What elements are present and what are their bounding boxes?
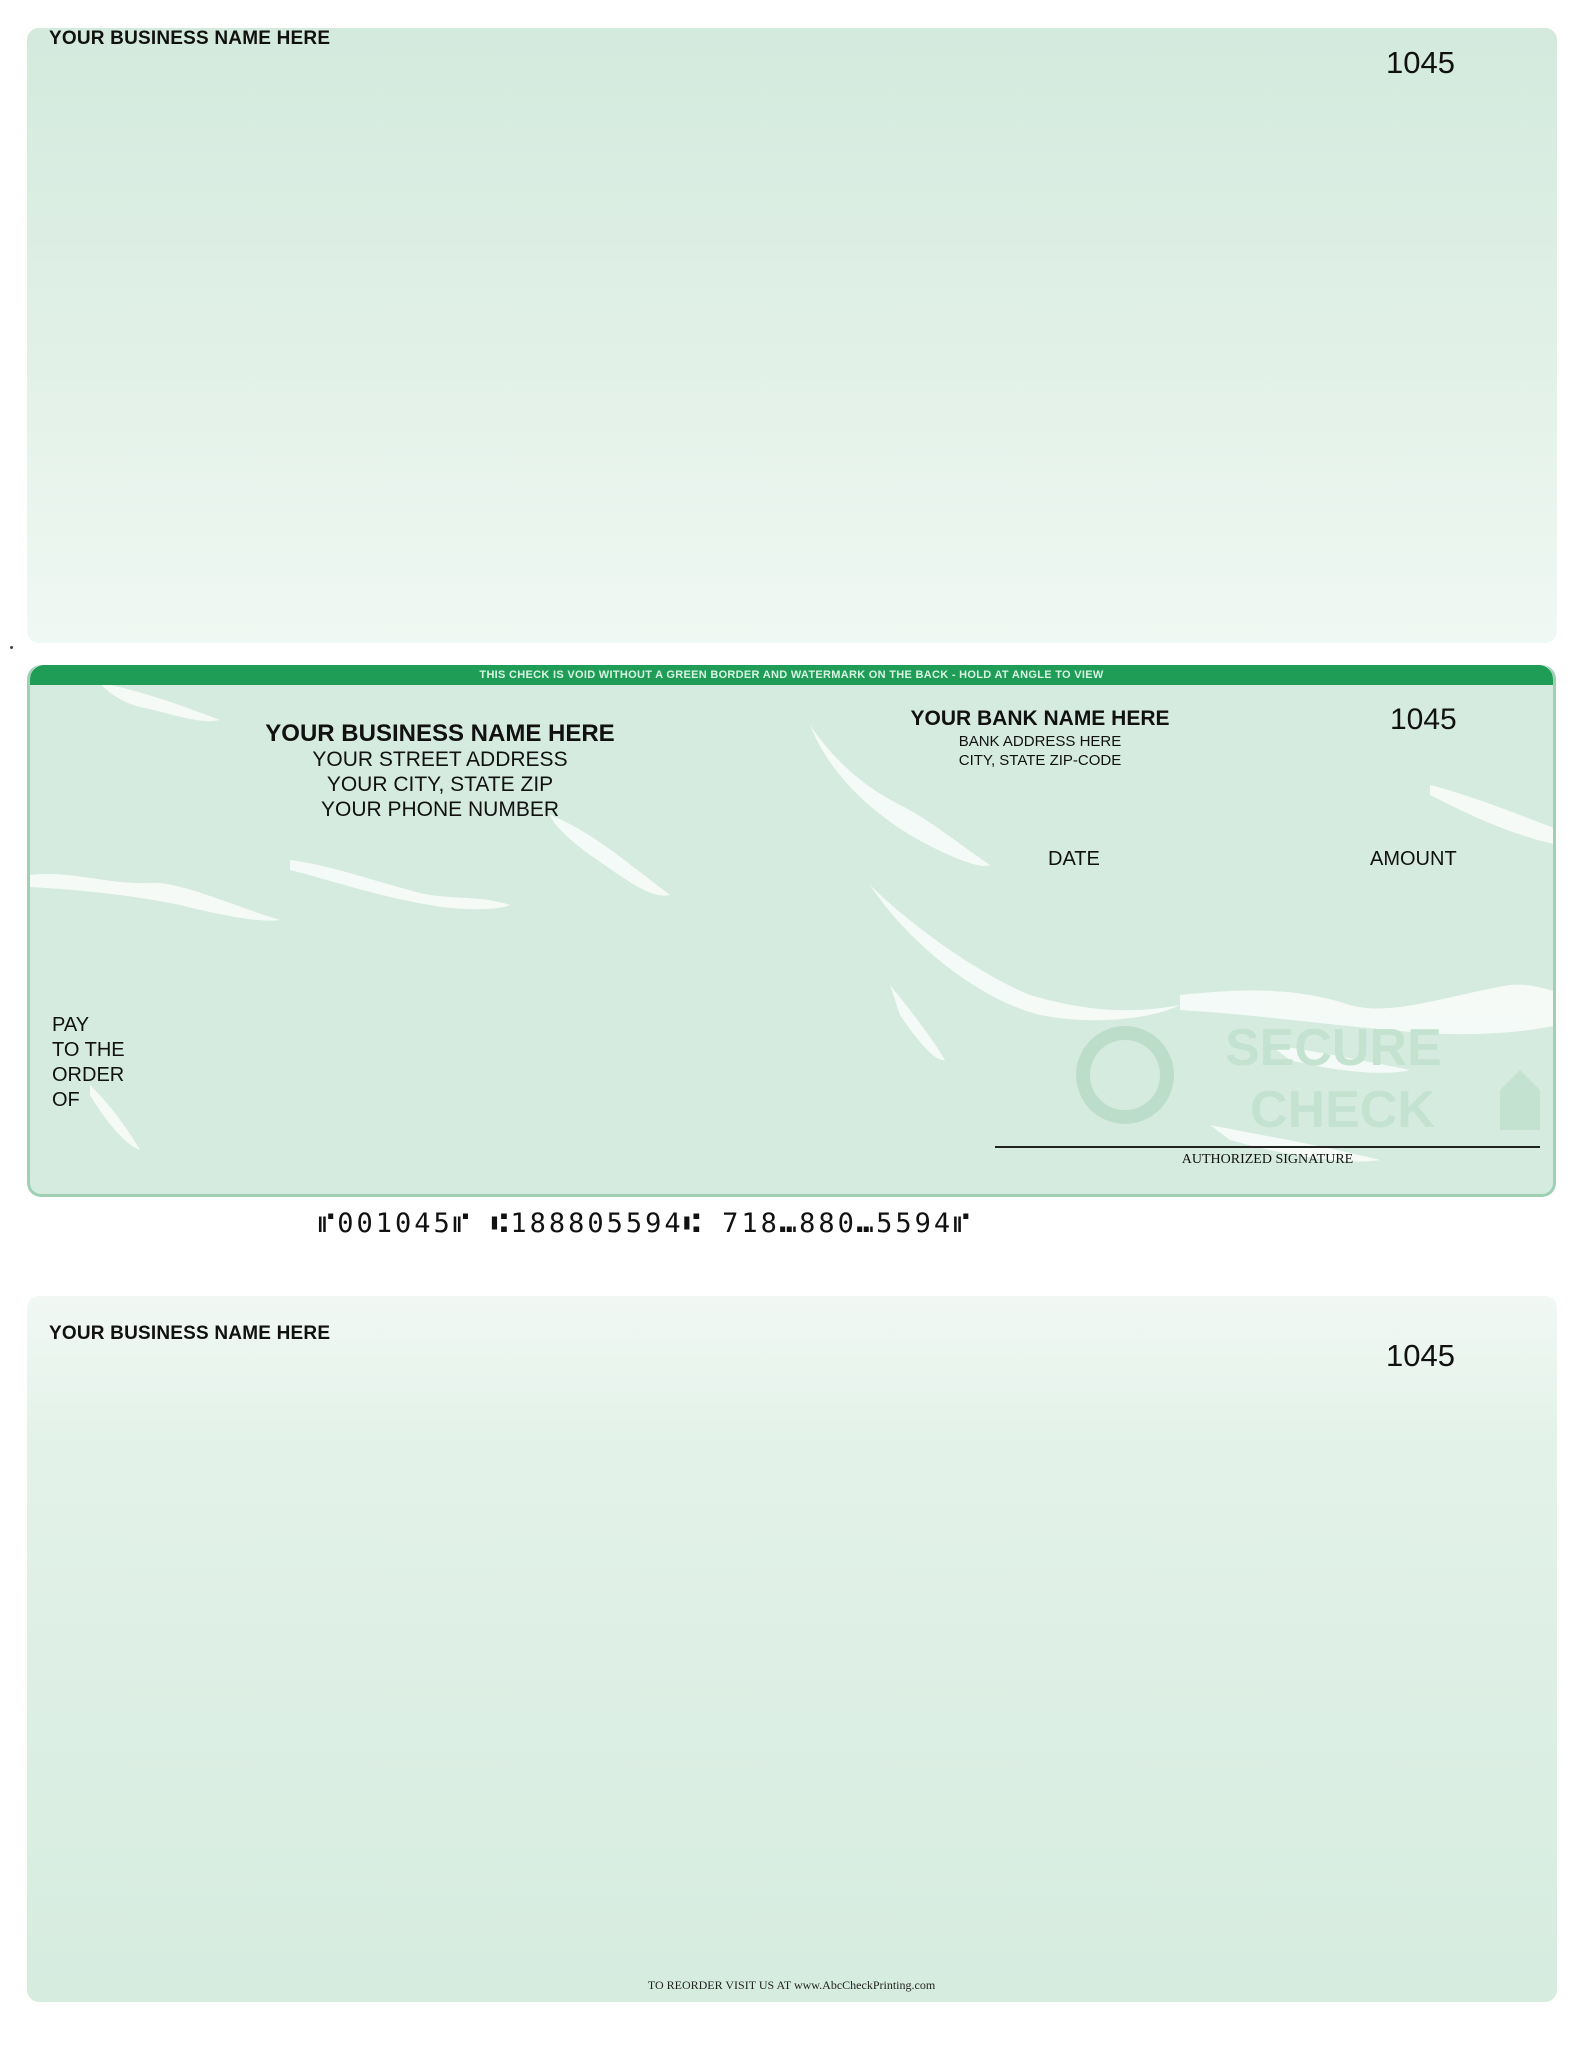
watermark-secure: SECURE [1225, 1019, 1442, 1077]
pay-label-line: ORDER [52, 1064, 125, 1086]
bottom-stub [27, 1296, 1557, 2002]
top-stub-business-name: YOUR BUSINESS NAME HERE [49, 28, 331, 49]
check-body [27, 665, 1556, 1197]
pay-label-line: PAY [52, 1014, 90, 1036]
payer-business-name: YOUR BUSINESS NAME HERE [265, 720, 615, 747]
amount-label: AMOUNT [1370, 848, 1457, 870]
top-stub [27, 28, 1557, 643]
bank-city-state-zip: CITY, STATE ZIP-CODE [958, 752, 1122, 769]
watermark-check: CHECK [1250, 1081, 1435, 1139]
bottom-stub-business-name: YOUR BUSINESS NAME HERE [49, 1323, 331, 1344]
check-number: 1045 [1390, 703, 1457, 736]
lock-icon [1500, 1070, 1540, 1130]
payer-street-address: YOUR STREET ADDRESS [312, 748, 568, 771]
void-notice-band: THIS CHECK IS VOID WITHOUT A GREEN BORDER AND WATERMARK ON THE BACK - HOLD AT ANGLE TO VIEW [30, 665, 1553, 685]
payer-city-state-zip: YOUR CITY, STATE ZIP [326, 773, 554, 796]
bank-address: BANK ADDRESS HERE [958, 733, 1122, 750]
reorder-notice: TO REORDER VISIT US AT www.AbcCheckPrinting.com [647, 1978, 936, 1992]
payer-phone: YOUR PHONE NUMBER [320, 798, 560, 821]
signature-line [995, 1146, 1540, 1148]
micr-line: ⑈001045⑈ ⑆188805594⑆ 718⑉880⑉5594⑈ [318, 1208, 973, 1239]
stray-mark [10, 646, 13, 649]
date-label: DATE [1048, 848, 1100, 870]
pay-label-line: TO THE [52, 1039, 125, 1061]
pay-label-line: OF [52, 1089, 80, 1111]
bottom-stub-check-number: 1045 [1386, 1338, 1455, 1373]
top-stub-check-number: 1045 [1386, 45, 1455, 80]
bank-name: YOUR BANK NAME HERE [910, 707, 1170, 730]
signature-label: AUTHORIZED SIGNATURE [1181, 1152, 1354, 1167]
